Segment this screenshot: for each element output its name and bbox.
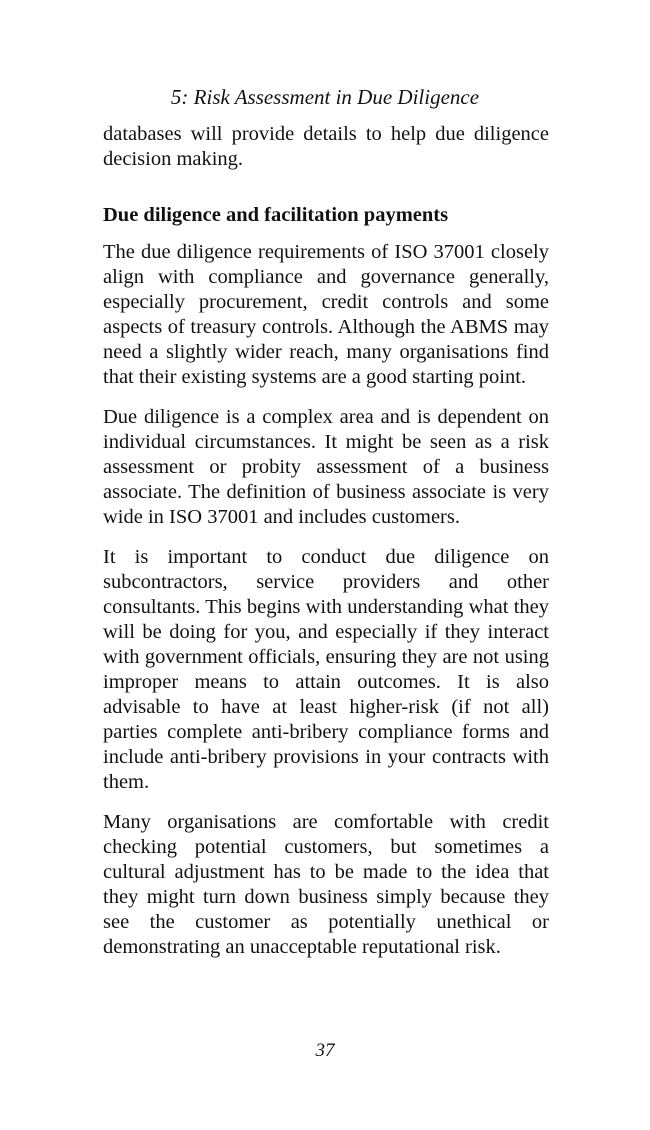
intro-paragraph: databases will provide details to help due diligence decision making.	[103, 123, 549, 170]
body-paragraph-1: The due diligence requirements of ISO 37001 closely align with compliance and governance generally, especially procurement, credit controls and some aspects of treasury controls. Although the ABMS may need a slightly wider reach, many organisations find that their existing systems are a good starting point.	[103, 241, 549, 388]
body-paragraph-4: Many organisations are comfortable with credit checking potential customers, but sometimes a cultural adjustment has to be made to the idea that they might turn down business simply because they see the customer as potentially unethical or demonstrating an unacceptable reputational risk.	[103, 811, 549, 958]
page-body	[103, 122, 549, 960]
section-heading: Due diligence and facilitation payments	[103, 204, 449, 226]
body-paragraph-3: It is important to conduct due diligence on subcontractors, service providers and other consultants. This begins with understanding what they will be doing for you, and especially if they interact with government officials, ensuring they are not using improper means to attain outcomes. It is also advisable to have at least higher-risk (if not all) parties complete anti-bribery compliance forms and include anti-bribery provisions in your contracts with them.	[103, 546, 549, 793]
body-paragraph-2: Due diligence is a complex area and is dependent on individual circumstances. It might be seen as a risk assessment or probity assessment of a business associate. The definition of business associate is very wide in ISO 37001 and includes customers.	[103, 406, 549, 528]
running-header: 5: Risk Assessment in Due Diligence	[170, 85, 480, 109]
page-number: 37	[315, 1040, 335, 1061]
